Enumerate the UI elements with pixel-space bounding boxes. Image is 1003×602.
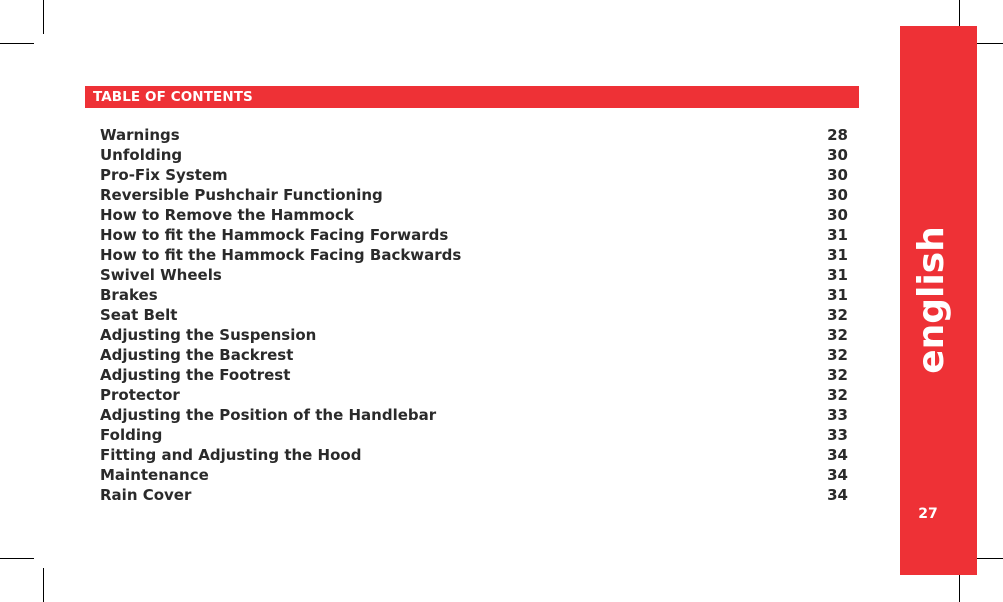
toc-entry-title: Adjusting the Suspension	[100, 326, 317, 344]
crop-mark	[43, 0, 44, 34]
toc-entry	[100, 225, 848, 245]
toc-entry-page: 30	[827, 146, 848, 164]
toc-entry-page: 32	[827, 386, 848, 404]
toc-entry-page: 32	[827, 306, 848, 324]
toc-entry-title: How to fit the Hammock Facing Backwards	[100, 246, 462, 264]
toc-entry	[100, 145, 848, 165]
page-number: 27	[918, 506, 938, 522]
toc-entry-page: 30	[827, 166, 848, 184]
toc-entry-page: 32	[827, 366, 848, 384]
toc-entry	[100, 345, 848, 365]
toc-entry-title: How to fit the Hammock Facing Forwards	[100, 226, 449, 244]
toc-entry-page: 32	[827, 346, 848, 364]
toc-entry	[100, 405, 848, 425]
toc-entry	[100, 245, 848, 265]
toc-entry-title: Protector	[100, 386, 180, 404]
toc-entry	[100, 425, 848, 445]
toc-entry-title: Swivel Wheels	[100, 266, 222, 284]
language-label: english	[911, 226, 952, 374]
toc-entry-title: Adjusting the Footrest	[100, 366, 291, 384]
toc-entry-title: Adjusting the Position of the Handlebar	[100, 406, 437, 424]
toc-entry-page: 31	[827, 226, 848, 244]
toc-entry-title: Maintenance	[100, 466, 209, 484]
toc-entry-title: How to Remove the Hammock	[100, 206, 354, 224]
toc-entry-page: 30	[827, 186, 848, 204]
toc-entry-page: 31	[827, 246, 848, 264]
crop-mark	[0, 43, 34, 44]
toc-entry	[100, 185, 848, 205]
toc-entry-title: Warnings	[100, 126, 180, 144]
crop-mark	[43, 568, 44, 602]
toc-entry-page: 28	[827, 126, 848, 144]
toc-entry	[100, 485, 848, 505]
toc-entry-title: Fitting and Adjusting the Hood	[100, 446, 362, 464]
toc-entry-title: Unfolding	[100, 146, 183, 164]
toc-entry	[100, 205, 848, 225]
toc-entry	[100, 465, 848, 485]
toc-entry-page: 34	[827, 486, 848, 504]
toc-entry-title: Seat Belt	[100, 306, 178, 324]
toc-entry-page: 34	[827, 466, 848, 484]
toc-entry	[100, 125, 848, 145]
toc-entry	[100, 445, 848, 465]
toc-entry-page: 33	[827, 406, 848, 424]
toc-entry	[100, 285, 848, 305]
toc-entry-page: 31	[827, 266, 848, 284]
toc-entry	[100, 165, 848, 185]
toc-entry-page: 32	[827, 326, 848, 344]
toc-entry-title: Brakes	[100, 286, 158, 304]
toc-entry-title: Reversible Pushchair Functioning	[100, 186, 383, 204]
toc-entry-page: 31	[827, 286, 848, 304]
toc-entry-page: 33	[827, 426, 848, 444]
toc-entry-title: Rain Cover	[100, 486, 192, 504]
toc-entry	[100, 365, 848, 385]
toc-entry	[100, 385, 848, 405]
crop-mark	[0, 558, 34, 559]
toc-list	[100, 125, 848, 505]
toc-title: TABLE OF CONTENTS	[93, 89, 253, 105]
toc-entry	[100, 305, 848, 325]
toc-entry	[100, 265, 848, 285]
toc-entry-title: Folding	[100, 426, 163, 444]
toc-entry-title: Pro-Fix System	[100, 166, 228, 184]
toc-entry-page: 34	[827, 446, 848, 464]
toc-entry-title: Adjusting the Backrest	[100, 346, 294, 364]
toc-header-bar	[85, 86, 859, 108]
toc-entry-page: 30	[827, 206, 848, 224]
toc-entry	[100, 325, 848, 345]
